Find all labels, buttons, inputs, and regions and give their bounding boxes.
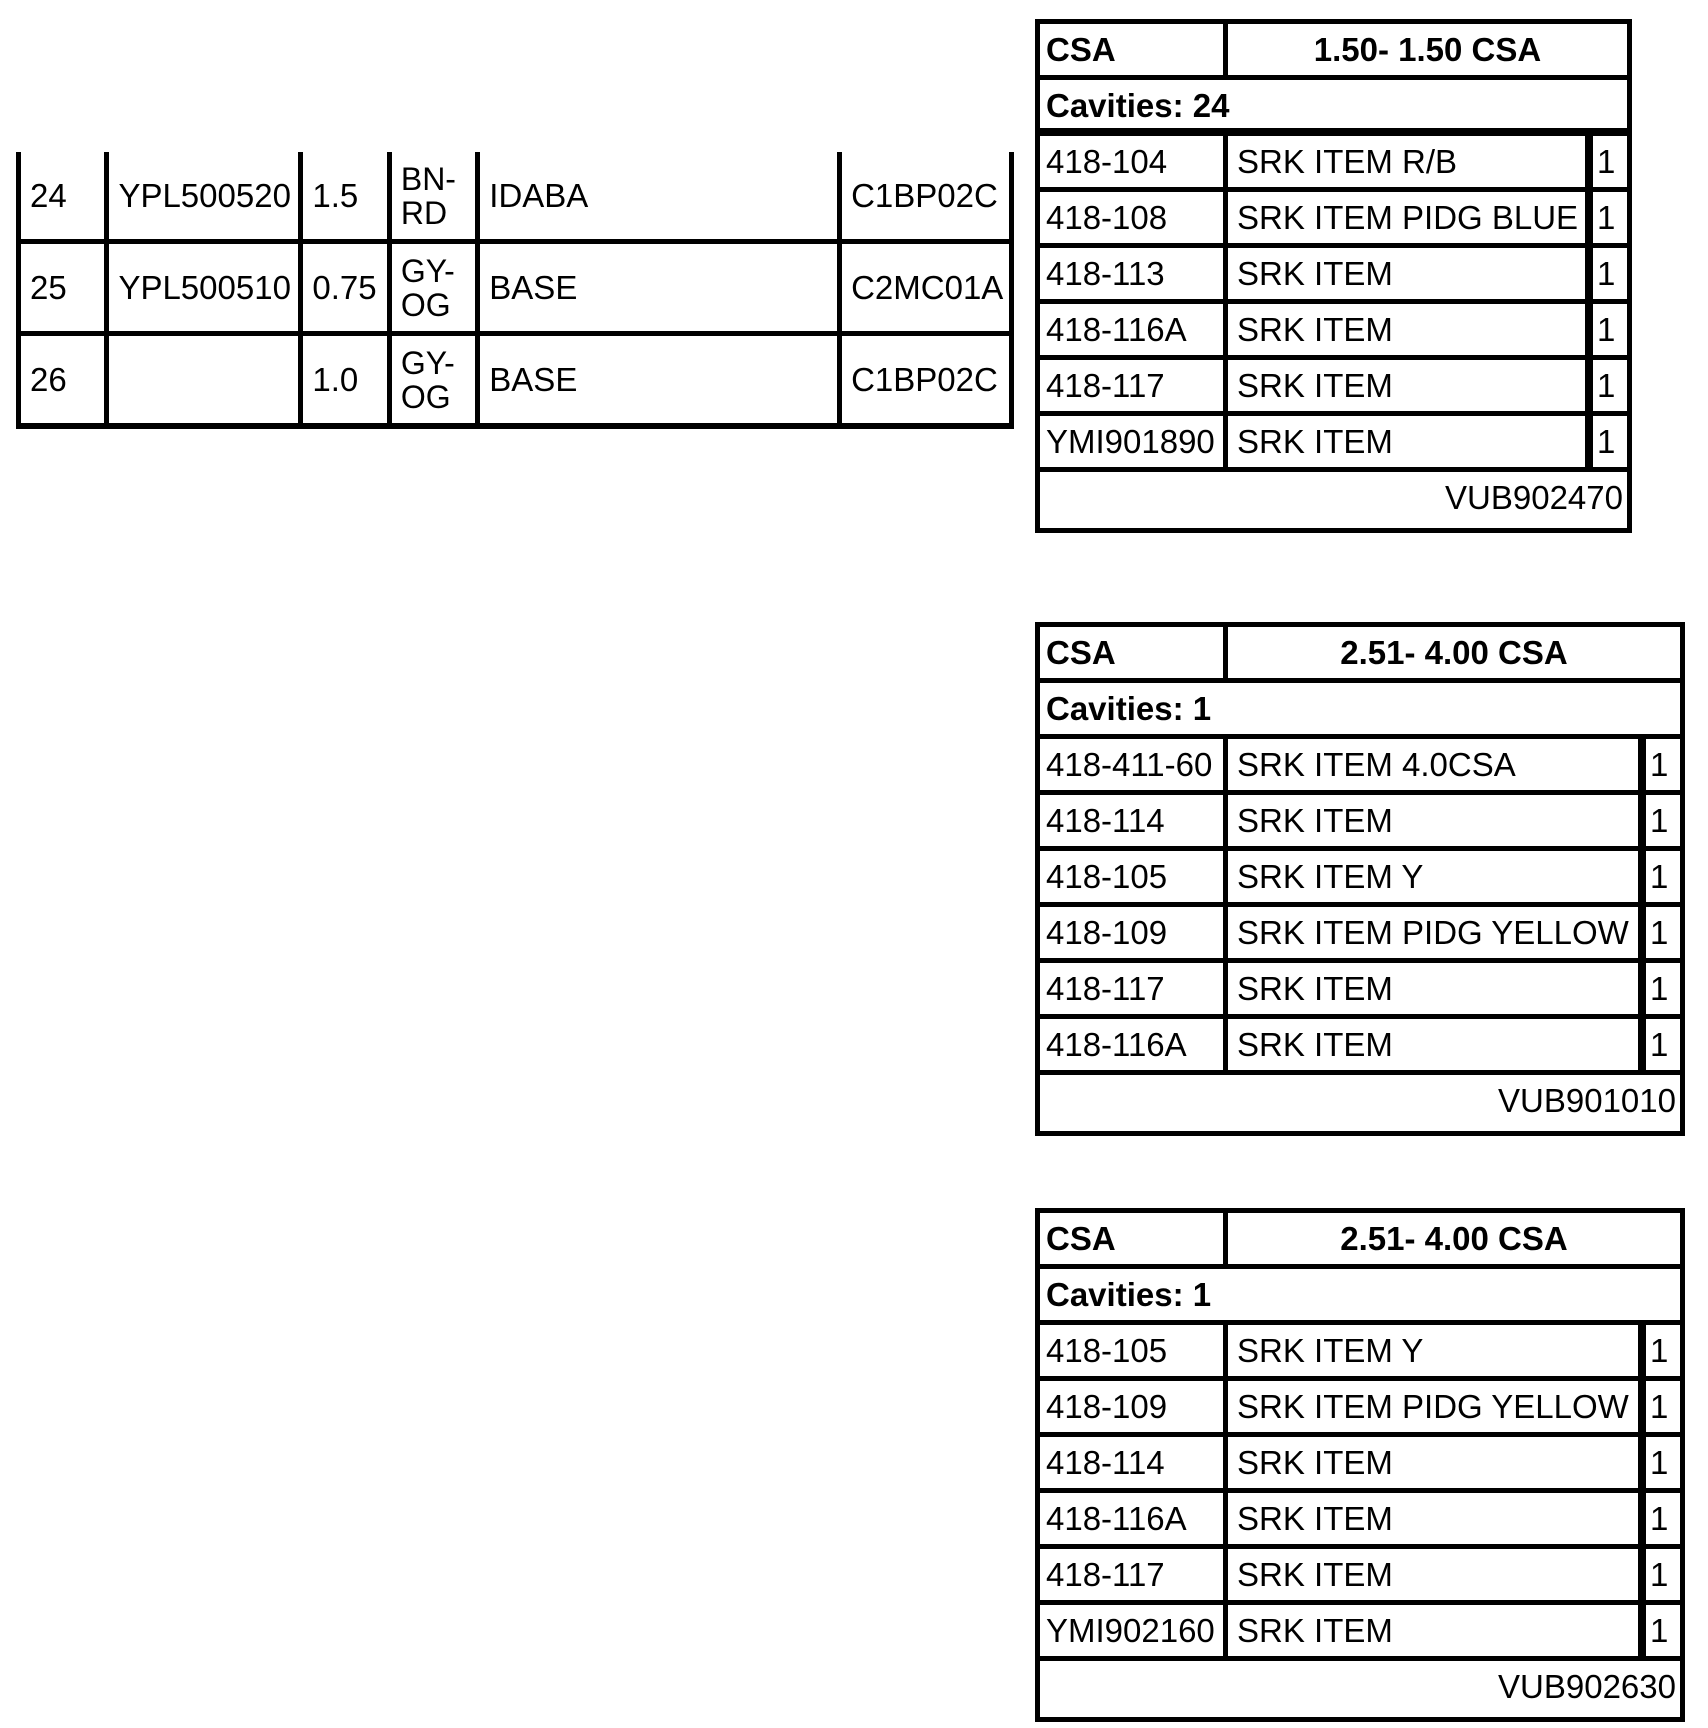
item-quantity: 1: [1597, 367, 1616, 404]
csa-box: [1035, 622, 1685, 1136]
wire-number: 25: [19, 242, 107, 334]
list-item: [1040, 1019, 1680, 1075]
csa-header-value: 2.51- 4.00 CSA: [1340, 634, 1568, 671]
cavities-label: Cavities: 1: [1040, 1269, 1680, 1325]
csa-header-value: 2.51- 4.00 CSA: [1340, 1220, 1568, 1257]
csa-header: [1040, 24, 1627, 80]
item-description: SRK ITEM 4.0CSA: [1228, 739, 1646, 790]
item-description: SRK ITEM Y: [1228, 851, 1646, 902]
item-quantity: 1: [1650, 1612, 1669, 1649]
wire-color: GY- OG: [389, 242, 477, 334]
item-description: SRK ITEM: [1228, 1493, 1646, 1544]
item-description: SRK ITEM: [1228, 1019, 1646, 1070]
item-description: SRK ITEM PIDG BLUE: [1228, 192, 1593, 243]
item-description: SRK ITEM: [1228, 416, 1593, 467]
list-item: [1040, 795, 1680, 851]
wire-code: C2MC01A: [840, 242, 1012, 334]
csa-footer-code: VUB902630: [1498, 1668, 1676, 1705]
csa-footer-code: VUB902470: [1445, 479, 1623, 516]
csa-box: [1035, 19, 1632, 533]
wire-part-number: YPL500510: [107, 242, 301, 334]
csa-footer-code: VUB901010: [1498, 1082, 1676, 1119]
wire-size: 1.0: [301, 334, 389, 427]
list-item: [1040, 248, 1627, 304]
item-description: SRK ITEM: [1228, 963, 1646, 1014]
list-item: [1040, 1605, 1680, 1661]
item-quantity: 1: [1650, 746, 1669, 783]
item-description: SRK ITEM: [1228, 1549, 1646, 1600]
cavities-label: Cavities: 1: [1040, 683, 1680, 739]
wire-number: 26: [19, 334, 107, 427]
list-item: [1040, 907, 1680, 963]
item-quantity: 1: [1650, 1444, 1669, 1481]
table-row: [19, 334, 1012, 427]
list-item: [1040, 851, 1680, 907]
item-part: 418-105: [1040, 851, 1228, 902]
item-part: 418-114: [1040, 795, 1228, 846]
item-quantity: 1: [1650, 858, 1669, 895]
item-part: 418-104: [1040, 136, 1228, 187]
list-item: [1040, 1493, 1680, 1549]
item-part: 418-116A: [1040, 1493, 1228, 1544]
list-item: [1040, 963, 1680, 1019]
csa-header: [1040, 627, 1680, 683]
item-part: 418-117: [1040, 963, 1228, 1014]
item-description: SRK ITEM R/B: [1228, 136, 1593, 187]
item-quantity: 1: [1597, 255, 1616, 292]
item-description: SRK ITEM PIDG YELLOW: [1228, 1381, 1646, 1432]
table-row: [19, 152, 1012, 242]
item-quantity: 1: [1650, 914, 1669, 951]
item-part: 418-116A: [1040, 1019, 1228, 1070]
wire-number: 24: [19, 152, 107, 242]
item-description: SRK ITEM: [1228, 304, 1593, 355]
list-item: [1040, 136, 1627, 192]
csa-header-label: CSA: [1040, 1213, 1228, 1264]
item-quantity: 1: [1650, 970, 1669, 1007]
item-quantity: 1: [1650, 1026, 1669, 1063]
item-description: SRK ITEM: [1228, 795, 1646, 846]
wire-color: GY- OG: [389, 334, 477, 427]
item-part: 418-114: [1040, 1437, 1228, 1488]
wire-table: [16, 152, 1014, 429]
item-part: YMI901890: [1040, 416, 1228, 467]
list-item: [1040, 416, 1627, 472]
csa-header-value: 1.50- 1.50 CSA: [1313, 31, 1542, 68]
list-item: [1040, 1437, 1680, 1493]
item-quantity: 1: [1650, 1556, 1669, 1593]
item-quantity: 1: [1597, 199, 1616, 236]
item-description: SRK ITEM: [1228, 1605, 1646, 1656]
csa-header: [1040, 1213, 1680, 1269]
item-part: YMI902160: [1040, 1605, 1228, 1656]
list-item: [1040, 192, 1627, 248]
item-part: 418-411-60: [1040, 739, 1228, 790]
item-quantity: 1: [1597, 143, 1616, 180]
item-quantity: 1: [1650, 802, 1669, 839]
item-part: 418-108: [1040, 192, 1228, 243]
item-quantity: 1: [1650, 1332, 1669, 1369]
item-part: 418-109: [1040, 1381, 1228, 1432]
csa-box: [1035, 1208, 1685, 1722]
item-quantity: 1: [1650, 1388, 1669, 1425]
wire-code: C1BP02C: [840, 152, 1012, 242]
wire-part-number: [107, 334, 301, 427]
item-description: SRK ITEM: [1228, 1437, 1646, 1488]
wire-part-number: YPL500520: [107, 152, 301, 242]
wire-description: BASE: [478, 334, 840, 427]
item-part: 418-113: [1040, 248, 1228, 299]
item-description: SRK ITEM PIDG YELLOW: [1228, 907, 1646, 958]
list-item: [1040, 1549, 1680, 1605]
list-item: [1040, 304, 1627, 360]
item-description: SRK ITEM: [1228, 360, 1593, 411]
item-part: 418-117: [1040, 360, 1228, 411]
item-quantity: 1: [1597, 311, 1616, 348]
item-description: SRK ITEM Y: [1228, 1325, 1646, 1376]
wire-description: BASE: [478, 242, 840, 334]
list-item: [1040, 1325, 1680, 1381]
item-description: SRK ITEM: [1228, 248, 1593, 299]
wire-code: C1BP02C: [840, 334, 1012, 427]
item-part: 418-116A: [1040, 304, 1228, 355]
cavities-label: Cavities: 24: [1040, 80, 1627, 136]
item-quantity: 1: [1597, 423, 1616, 460]
item-quantity: 1: [1650, 1500, 1669, 1537]
list-item: [1040, 1381, 1680, 1437]
csa-header-label: CSA: [1040, 627, 1228, 678]
wire-size: 0.75: [301, 242, 389, 334]
csa-header-label: CSA: [1040, 24, 1228, 75]
list-item: [1040, 360, 1627, 416]
table-row: [19, 242, 1012, 334]
item-part: 418-105: [1040, 1325, 1228, 1376]
list-item: [1040, 739, 1680, 795]
item-part: 418-109: [1040, 907, 1228, 958]
wire-description: IDABA: [478, 152, 840, 242]
wire-color: BN- RD: [389, 152, 477, 242]
item-part: 418-117: [1040, 1549, 1228, 1600]
wire-size: 1.5: [301, 152, 389, 242]
